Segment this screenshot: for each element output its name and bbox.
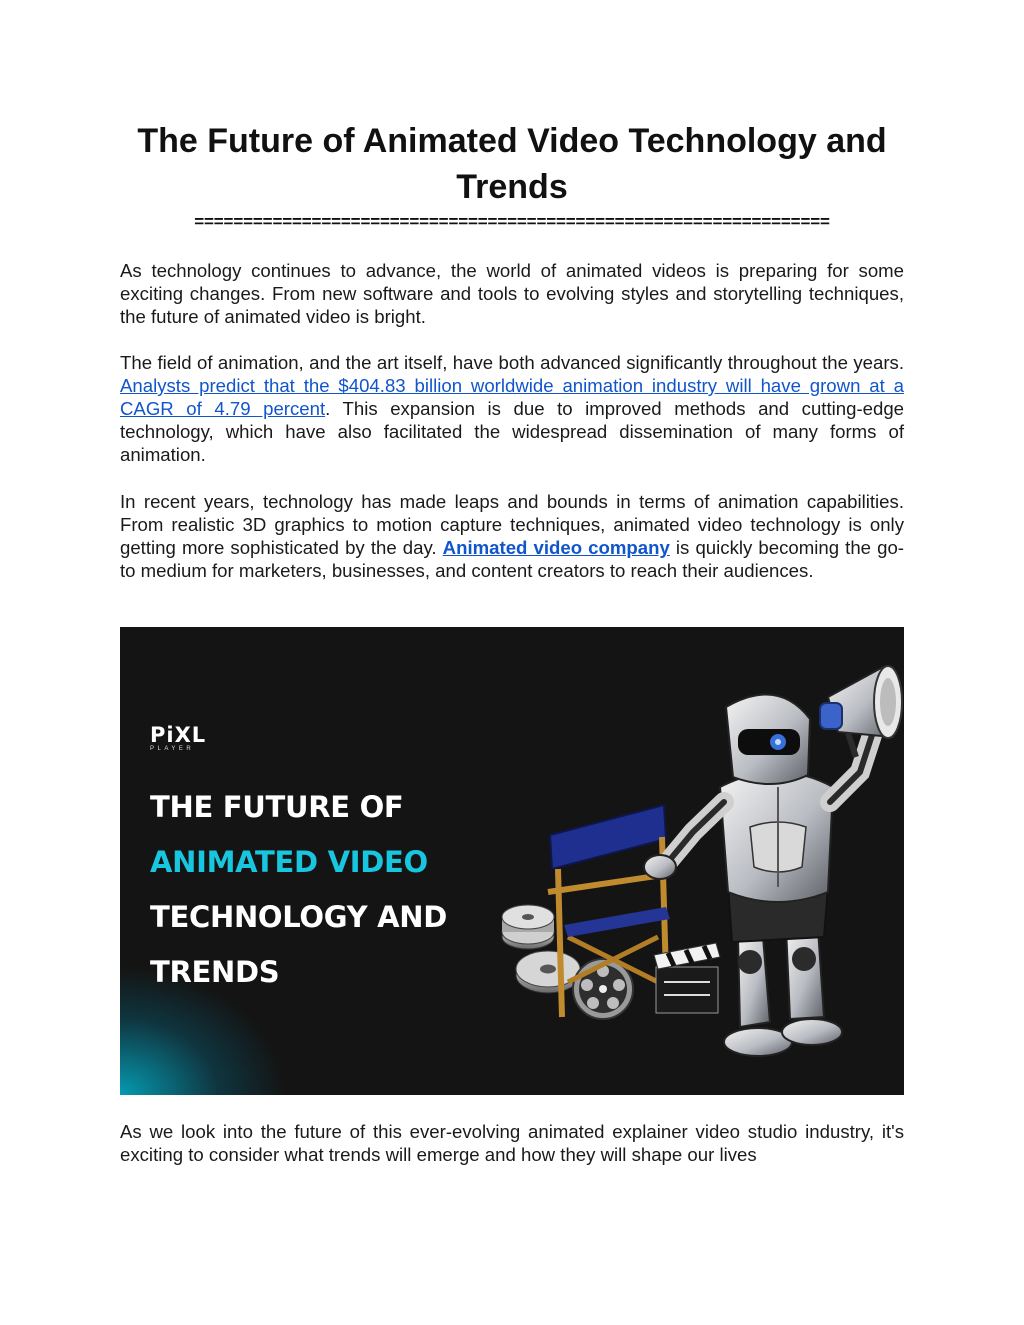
paragraph-text: In recent years, technology has made leaps and bounds in terms of animation capabilities. From realistic 3D graphics to motion capture techniques, animated video technology is only getting more sophisticated by the day.	[120, 491, 904, 558]
paragraph-text: The field of animation, and the art itself, have both advanced significantly throughout the years.	[120, 352, 904, 373]
paragraph-industry	[120, 351, 904, 466]
banner-headline	[150, 787, 530, 1007]
logo-subtitle: PLAYER	[150, 746, 195, 752]
paragraph-technology	[120, 490, 904, 582]
banner-headline-line: THE FUTURE OF	[150, 790, 404, 824]
banner-headline-line: TECHNOLOGY AND	[150, 900, 448, 934]
paragraph-intro: As technology continues to advance, the world of animated videos is preparing for some exciting changes. From new software and tools to evolving styles and storytelling techniques, the future of animated video is bright.	[120, 260, 904, 327]
paragraph-future: As we look into the future of this ever-evolving animated explainer video studio industry, it's exciting to consider what trends will emerge and how they will shape our lives	[120, 1121, 904, 1165]
page-title: The Future of Animated Video Technology and Trends	[137, 122, 887, 206]
pixl-player-logo	[150, 723, 206, 752]
title-divider: =================================================================	[194, 212, 830, 231]
hero-banner-image	[120, 627, 904, 1095]
animated-video-company-link[interactable]: Animated video company	[442, 537, 670, 558]
logo-wordmark: PiXL	[150, 723, 207, 747]
robot-illustration	[488, 637, 904, 1087]
analysts-link[interactable]: Analysts predict that the $404.83 billion worldwide animation industry will have grown at a CAGR of 4.79 percent	[120, 375, 904, 419]
clapperboard-icon	[654, 943, 720, 1013]
paragraph-text: is quickly becoming the go-to medium for marketers, businesses, and content creators to reach their audiences.	[120, 537, 904, 581]
banner-headline-accent: ANIMATED VIDEO	[150, 845, 428, 879]
banner-headline-line: TRENDS	[150, 955, 280, 989]
paragraph-text: . This expansion is due to improved methods and cutting-edge technology, which have also facilitated the widespread dissemination of many forms of animation.	[120, 398, 905, 465]
